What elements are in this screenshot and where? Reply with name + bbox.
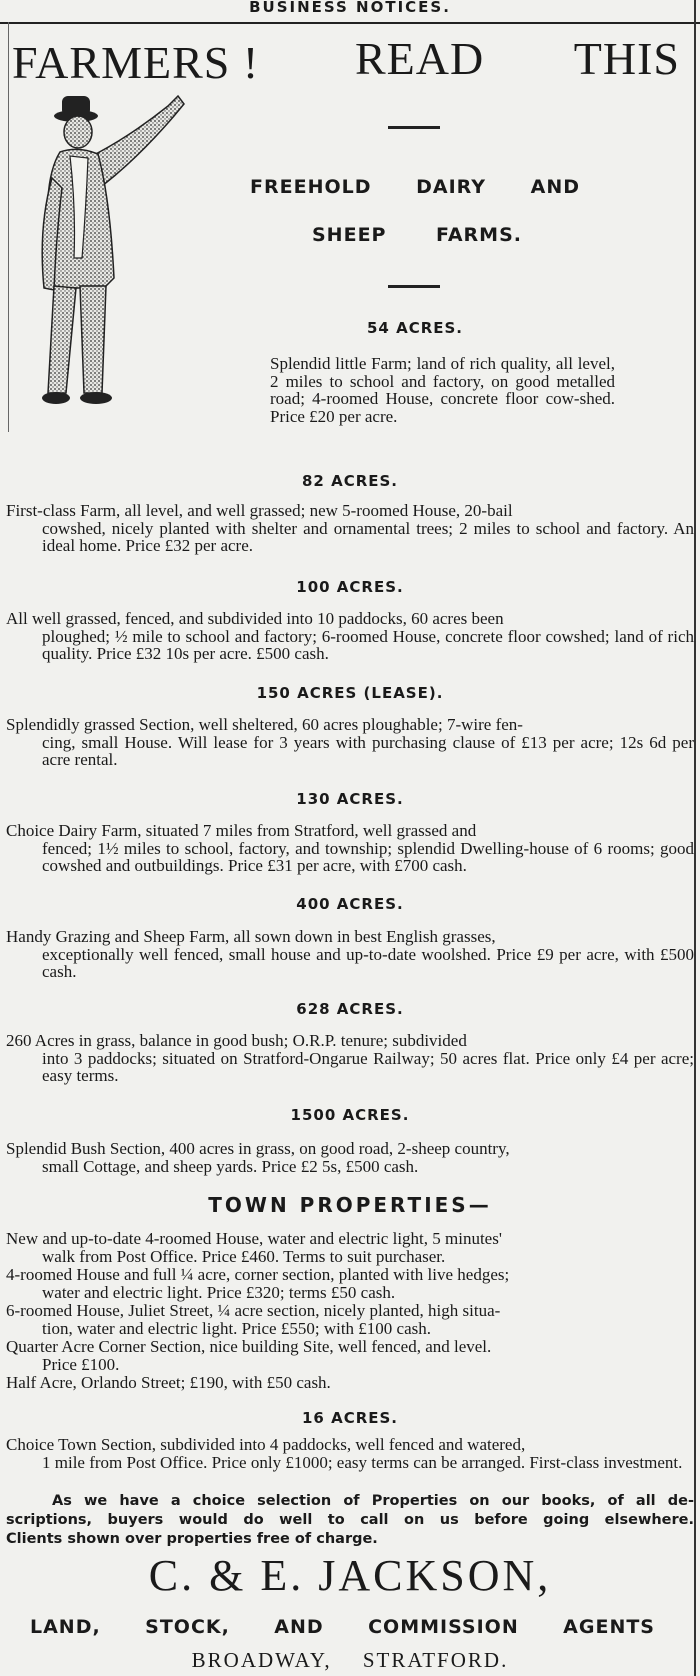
listing-heading: 100 ACRES. [296, 578, 404, 596]
listing-rest: cowshed, nicely planted with shelter and ornamental trees; 2 miles to school and factory. An ideal home. Price £32 per acre. [42, 518, 694, 555]
listing-first-line: First-class Farm, all level, and well grassed; new 5-roomed House, 20-bail [6, 501, 513, 520]
firm-description: LAND, STOCK, AND COMMISSION AGENTS [30, 1616, 655, 1638]
town-item-first: Quarter Acre Corner Section, nice building Site, well fenced, and level. [6, 1337, 492, 1356]
decorative-rule [388, 285, 440, 288]
listing-first-line: Handy Grazing and Sheep Farm, all sown down in best English grasses, [6, 927, 496, 946]
town-item-rest: water and electric light. Price £320; terms £50 cash. [42, 1282, 396, 1302]
town-item [6, 1338, 694, 1373]
town-item-rest: walk from Post Office. Price £460. Terms to suit purchaser. [42, 1246, 446, 1266]
town-item-rest: tion, water and electric light. Price £550; with £100 cash. [42, 1318, 432, 1338]
section-header: BUSINESS NOTICES. [0, 0, 700, 24]
listing-rest: ploughed; ½ mile to school and factory; 6-roomed House, concrete floor cowshed; land of rich quality. Price £32 10s per acre. £500 cash. [42, 626, 694, 663]
listing-paragraph [6, 928, 694, 981]
town-item-first: Half Acre, Orlando Street; £190, with £50 cash. [6, 1373, 331, 1392]
title-left: FARMERS ! [12, 37, 260, 88]
column-rule-left [8, 22, 9, 432]
listing-first-line: 260 Acres in grass, balance in good bush; O.R.P. tenure; subdivided [6, 1031, 467, 1050]
listing-heading: 400 ACRES. [296, 895, 404, 913]
town-item [6, 1374, 694, 1392]
listing-first-line: Choice Town Section, subdivided into 4 paddocks, well fenced and watered, [6, 1435, 526, 1454]
listing-heading: 54 ACRES. [366, 319, 463, 337]
listing-heading: 150 ACRES (LEASE). [256, 684, 444, 702]
listing-rest: cing, small House. Will lease for 3 years with purchasing clause of £13 per acre; 12s 6d per acre rental. [42, 732, 694, 769]
closing-line-2: scriptions, buyers would do well to call on us before going elsewhere. [6, 1512, 694, 1528]
listing-heading: 628 ACRES. [296, 1000, 404, 1018]
listing-paragraph [6, 502, 694, 555]
closing-note [6, 1492, 694, 1549]
listing-heading: 16 ACRES. [301, 1409, 398, 1427]
subtitle-line-1: FREEHOLD DAIRY AND [250, 176, 580, 198]
town-item-rest: Price £100. [42, 1354, 120, 1374]
town-item-first: New and up-to-date 4-roomed House, water and electric light, 5 minutes' [6, 1229, 502, 1248]
town-item [6, 1266, 694, 1301]
listing-paragraph [6, 822, 694, 875]
listing-rest: small Cottage, and sheep yards. Price £2 5s, £500 cash. [42, 1156, 419, 1176]
title-right: READ THIS [355, 33, 680, 84]
listing-paragraph [6, 610, 694, 663]
listing-heading: 130 ACRES. [296, 790, 404, 808]
listing-first-line: Splendid Bush Section, 400 acres in grass, on good road, 2-sheep country, [6, 1139, 510, 1158]
town-heading: TOWN PROPERTIES— [208, 1193, 492, 1217]
farmer-illustration [18, 88, 203, 438]
town-item [6, 1230, 694, 1265]
subtitle-line-2: SHEEP FARMS. [312, 224, 522, 246]
town-item-first: 6-roomed House, Juliet Street, ¼ acre section, nicely planted, high situa- [6, 1301, 501, 1320]
listing-first-line: All well grassed, fenced, and subdivided into 10 paddocks, 60 acres been [6, 609, 504, 628]
closing-line-3: Clients shown over properties free of charge. [6, 1531, 378, 1547]
closing-line-1: As we have a choice selection of Properties on our books, of all de- [52, 1493, 694, 1509]
decorative-rule [388, 126, 440, 129]
listing-paragraph [6, 1032, 694, 1085]
listing-rest: fenced; 1½ miles to school, factory, and township; splendid Dwelling-house of 6 rooms; good cowshed and outbuildings. Price £31 per acre, with £700 cash. [42, 838, 694, 875]
listing-first-line: Choice Dairy Farm, situated 7 miles from Stratford, well grassed and [6, 821, 477, 840]
listing-first-line: Splendidly grassed Section, well sheltered, 60 acres ploughable; 7-wire fen- [6, 715, 523, 734]
town-item [6, 1302, 694, 1337]
listing-text: Splendid little Farm; land of rich quality, all level, 2 miles to school and factory, on good metalled road; 4-roomed House, concrete floor cow-shed. Price £20 per acre. [270, 354, 615, 426]
listing-rest: into 3 paddocks; situated on Stratford-Ongarue Railway; 50 acres flat. Price only £4 per acre; easy terms. [42, 1048, 694, 1085]
listing-heading: 82 ACRES. [301, 472, 398, 490]
town-item-first: 4-roomed House and full ¼ acre, corner section, planted with live hedges; [6, 1265, 510, 1284]
listing-paragraph [6, 1436, 694, 1471]
listing-paragraph [6, 716, 694, 769]
listing-rest: exceptionally well fenced, small house and up-to-date woolshed. Price £9 per acre, with £500 cash. [42, 944, 694, 981]
firm-address: BROADWAY, STRATFORD. [191, 1648, 509, 1672]
listing-paragraph [6, 1140, 694, 1175]
listing-heading: 1500 ACRES. [290, 1106, 410, 1124]
firm-name: C. & E. JACKSON, [148, 1551, 552, 1600]
listing-rest: 1 mile from Post Office. Price only £1000; easy terms can be arranged. First-class investment. [42, 1452, 683, 1472]
